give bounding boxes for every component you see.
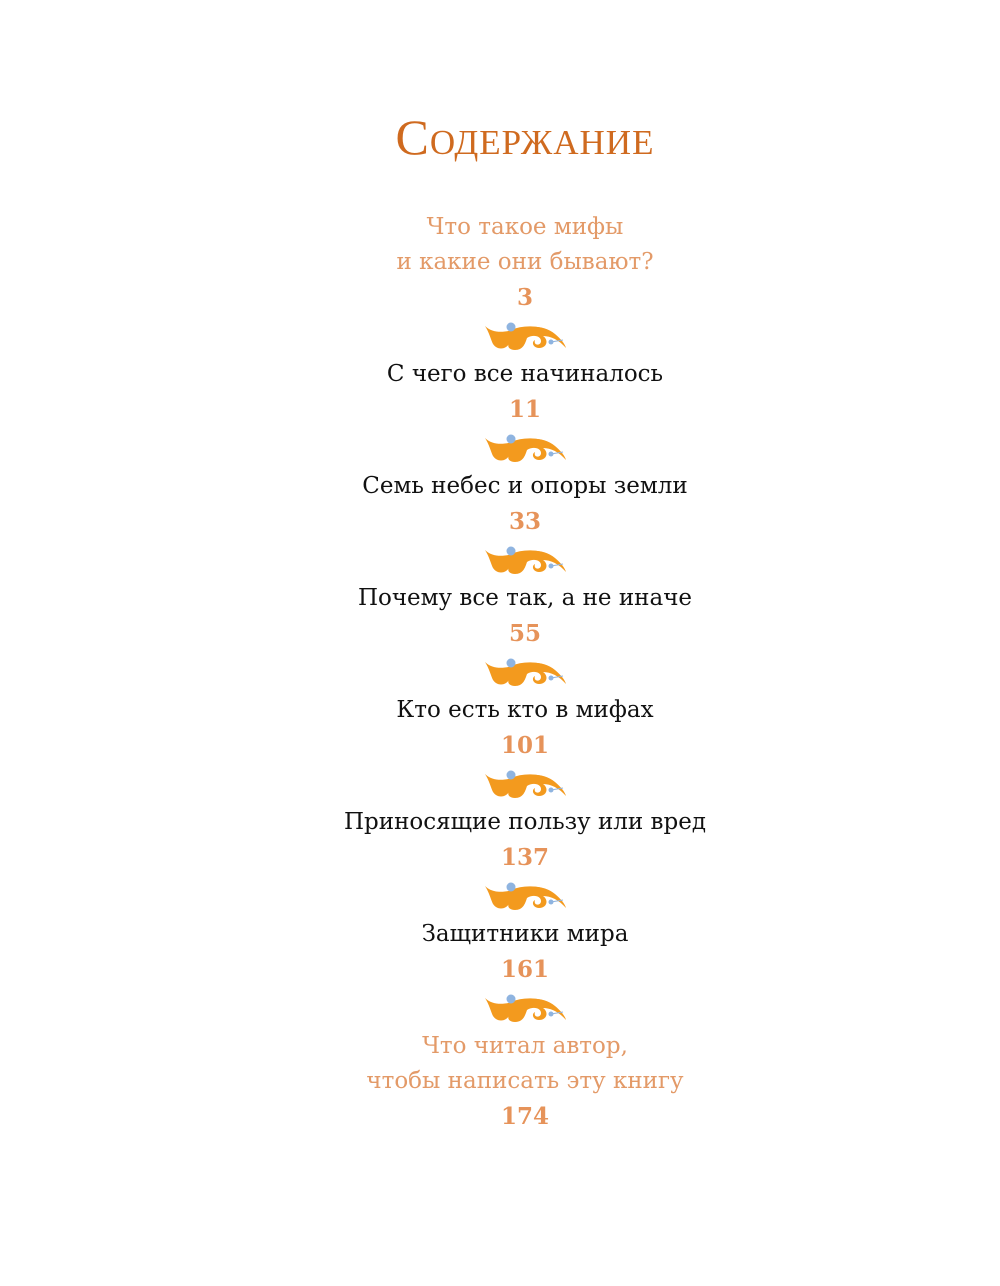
ornament-divider-icon <box>483 763 567 805</box>
toc-page-number: 55 <box>508 620 541 647</box>
toc-entry-title: Что читал автор, <box>422 1033 628 1059</box>
ornament-divider-icon <box>483 315 567 357</box>
ornament-divider-icon <box>483 875 567 917</box>
toc-page-number: 3 <box>516 284 533 311</box>
toc-entry[interactable] <box>422 917 629 987</box>
toc-entry-title: Семь небес и опоры земли <box>362 473 688 499</box>
toc-entry[interactable] <box>387 357 663 427</box>
ornament-divider-icon <box>483 987 567 1029</box>
toc-entry-title: Защитники мира <box>421 921 629 947</box>
toc-page-number: 174 <box>500 1103 549 1130</box>
toc-page-number: 161 <box>500 956 549 983</box>
ornament-divider-icon <box>483 539 567 581</box>
toc-page-number: 101 <box>500 732 549 759</box>
toc-entry-title: чтобы написать эту книгу <box>366 1068 684 1094</box>
toc-entry[interactable] <box>396 210 653 315</box>
toc-entry-title: Кто есть кто в мифах <box>396 697 654 723</box>
toc-entry[interactable] <box>366 1029 683 1134</box>
toc-entry[interactable] <box>396 693 653 763</box>
toc-entry[interactable] <box>344 805 706 875</box>
toc-page-number: 137 <box>500 844 549 871</box>
toc-entry-title: С чего все начиналось <box>386 361 664 387</box>
toc-entry-title: и какие они бывают? <box>396 249 654 275</box>
toc-page-number: 33 <box>508 508 541 535</box>
toc-entry[interactable] <box>362 469 688 539</box>
toc-entry-title: Приносящие пользу или вред <box>343 809 707 835</box>
ornament-divider-icon <box>483 427 567 469</box>
page-title: Содержание <box>395 109 655 165</box>
table-of-contents <box>0 210 1000 1134</box>
toc-entry-title: Что такое мифы <box>426 214 624 240</box>
toc-entry[interactable] <box>358 581 692 651</box>
toc-entry-title: Почему все так, а не иначе <box>357 585 693 611</box>
toc-page-number: 11 <box>508 396 541 423</box>
ornament-divider-icon <box>483 651 567 693</box>
